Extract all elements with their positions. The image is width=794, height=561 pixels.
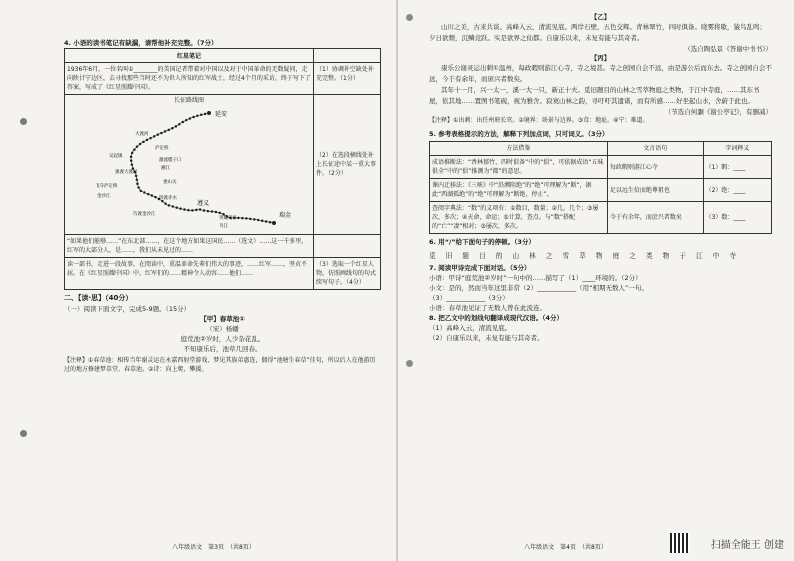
yi-heading: 【乙】 — [590, 13, 611, 21]
row-1-method: 成语推断法：“香林郁竹、四时俱备”中的“俱”，可依据成语“五味俱全”中的“俱”推测为“都”的意思。 — [430, 156, 608, 179]
method-table — [429, 141, 772, 234]
map-cell — [65, 95, 314, 235]
map-label-daduhe: 大渡河 — [135, 132, 149, 137]
row-3-sentence: 今于有余年，而庶兴者数矣 — [607, 202, 703, 234]
row-2-answer[interactable]: （2）绝：____ — [703, 179, 771, 202]
yi-text: 山川之美，古来共谈。高峰入云，清流见底。两岸石壁，五色交辉。青林翠竹，四时俱备。晓雾将歇，猿鸟乱鸣；夕日欲颓，沉鳞竞跃。实是欲界之仙都。自康乐以来，未复有能与其奇者。 — [429, 23, 766, 42]
note-text: 1936年6月，一位名叫①________的美国记者带着对中国以及对于中国革命的无数疑问，走向陕甘宁边区，去寻找那些当时还不为世人所知的红军战士，经过4个月的采访，终于写下了答案，写成了《红星照耀中国》。 — [65, 63, 314, 95]
page-footer-left: 八年级语文 第3页 （共8页） — [172, 544, 255, 551]
map-label-lazikou: 激流腊子口 — [159, 158, 182, 163]
row-3-method: 查阅字典法：“数”的义项有：①数目，数量；②几，几个；③屡次，多次；④天命，命运；⑤计算，查点。与“数”搭配的“亡”“凄”相对；③屡次，多次。 — [430, 202, 608, 234]
th-method: 方法借鉴 — [430, 142, 608, 156]
map-label-yanan: 延安 — [215, 111, 228, 118]
table-row — [430, 156, 772, 179]
map-label-loushan: 娄山关 — [163, 180, 177, 185]
bing-note: 【注释】①出刺：出任州府长官。②境界：场景与边界。③茸：地址。④宁：难道。 — [429, 117, 649, 124]
subsection-1: （一）阅读下面文字，完成5-9题。（15分） — [64, 305, 191, 313]
yanan-dot — [207, 111, 211, 115]
map-label-zunyi: 遵义 — [197, 200, 210, 207]
map-label-qiaodu: 巧渡金沙江 — [133, 212, 156, 217]
question-7: 7. 阅读甲诗完成下面对话。（5分） — [429, 264, 531, 272]
table-row — [430, 179, 772, 202]
q7-line-a: 小语：甲诗“庭荒池②岁时”一句中的……描写了（1）____环境的。（2分） — [429, 274, 642, 282]
poem-note: 【注释】①春草池：相传当年谢灵运在永嘉西射堂游戏，梦见其族弟惠连，偶得“池塘生春草”佳句，所以后人在他游历过的地方修建梦草堂、春草池。②诗：向上爬，攀援。 — [64, 357, 376, 373]
row-1-sentence: 每政暇则游江心寺 — [607, 156, 703, 179]
row-1-answer[interactable]: （1）暇：____ — [703, 156, 771, 179]
page-4 — [397, 0, 794, 561]
map-label-tupo: 突破乌江 — [219, 216, 237, 221]
map-label-wujiang: 乌江 — [219, 224, 228, 229]
poem-title: 【甲】春草池① — [200, 315, 245, 323]
map-label-chishui: 四渡赤水 — [159, 196, 177, 201]
row-2-sentence: 足以远生倍而绝尊祖也 — [607, 179, 703, 202]
map-label-luding: 泸定桥 — [155, 146, 169, 151]
quote-text-2: 读一部书，走进一段故事，在阅读中，重温革命先辈们伟大的事迹，……红军……，坚贞不屈。在《红星照耀中国》中，红军们的……精神令人动容……他们…… — [65, 258, 314, 290]
note-title: 红星笔记 — [65, 49, 314, 63]
q8-line-a: （1）高峰入云，清流见底。 — [429, 324, 512, 332]
poem-line-2: 不知康乐后，池草几回春。 — [183, 345, 262, 353]
quote-text: “如果他们能够……”在东北部……，在这个地方如果这国民……（选文）……这一千多里，红军的大部分人，是……，我们从未见过的…… — [65, 235, 314, 258]
map-title: 长征路线图 — [173, 97, 204, 104]
q6-sentence: 觅 旧 题 目 的 山 林 之 雪 萃 物 庭 之 类 物 于 江 中 寺 — [429, 252, 741, 260]
reading-note-table — [64, 48, 381, 290]
question-6: 6. 用“/”给下面句子的停顿。（3分） — [429, 238, 535, 246]
map-label-ruijin: 瑞金 — [279, 212, 292, 219]
poem-dynasty: （宋）杨蟠 — [206, 325, 239, 333]
question-4-title: 4. 小语的读书笔记有缺漏，请帮他补充完整。（7分） — [64, 39, 218, 47]
question-5: 5. 参考表格提示的方法，解释下列加点词，只可词义。（3分） — [429, 130, 609, 138]
scanner-watermark: 扫描全能王 创建 — [710, 540, 784, 551]
task-3: （3）选取一个红星人物，仿照画线句的句式续写句子。（4分） — [314, 258, 381, 290]
yi-source: （选自陶弘景《答谢中书书》） — [684, 45, 772, 53]
long-march-map — [66, 105, 312, 233]
map-label-xiangjiang: 湘江 — [161, 166, 170, 171]
section-2-heading: 二、【读·思】（40分） — [64, 294, 133, 302]
map-label-jinsha: 金沙江 — [97, 194, 111, 199]
q8-line-b: （2）自康乐以来，未复有能与其奇者。 — [429, 334, 544, 342]
question-8: 8. 把乙文中的划线句翻译成现代汉语。（4分） — [429, 314, 564, 322]
qr-code-icon — [670, 533, 690, 553]
row-2-method: 课内迁移法：《三峡》中“沿溯阻绝”的“绝”可理解为“断”，据此“西湖孤绝”的“绝”可理解为“断绝、停止”。 — [430, 179, 608, 202]
map-label-qiangdu: 强渡大渡河 — [115, 170, 138, 175]
bing-heading: 【丙】 — [590, 54, 611, 62]
page-footer-right: 八年级语文 第4页 （共8页） — [524, 544, 607, 551]
bing-text-1: 康乐公谢灵运出刺①温州，每政暇则游江心寺，寺之境甚。寺之创园自会不远，由是游公后而东去。寺之创园自会不远，今于有余年，而庶兴者数矣。 — [429, 64, 772, 83]
bing-source: （节选自何灏《谢公亭记》，有删减） — [664, 108, 772, 116]
th-meaning: 字词释义 — [703, 142, 771, 156]
q7-line-c: （3）____________（3分） — [429, 294, 509, 302]
bing-text-2: 其年十一月，兴一太一，溪一大一只，新正十夫。觅旧题目的山林之雪萃物庭之类物，于江中寺庭，……其东书屋，依其地……置图书笔砚，视为雅舍。寂寞山林之韵，寻吁吁其遗诸，而有所感……好坐起山水，舍蔚于此也。 — [429, 86, 760, 105]
th-sentence: 文言语句 — [607, 142, 703, 156]
map-label-wuqi: 吴起镇 — [109, 154, 123, 159]
q7-line-b: 小文：是的，然而当年这里非常（2）____________（用“相期无数人”一句。 — [429, 284, 648, 292]
map-label-feiduo: 飞夺泸定桥 — [95, 184, 118, 189]
poem-line-1: 庭荒池②岁时，人少杂花乱。 — [180, 335, 265, 343]
q7-line-d: 小语：春草池见证了无数人曾在此流连。 — [429, 304, 546, 312]
ruijin-dot — [272, 221, 276, 225]
task-2: （2）在选段横线处补上长征途中某一重大事件。（2分） — [314, 95, 381, 235]
row-3-answer[interactable]: （3）数：____ — [703, 202, 771, 234]
task-1: （1）协调补空缺处补充完整。（1分） — [314, 63, 381, 95]
table-row — [430, 202, 772, 234]
